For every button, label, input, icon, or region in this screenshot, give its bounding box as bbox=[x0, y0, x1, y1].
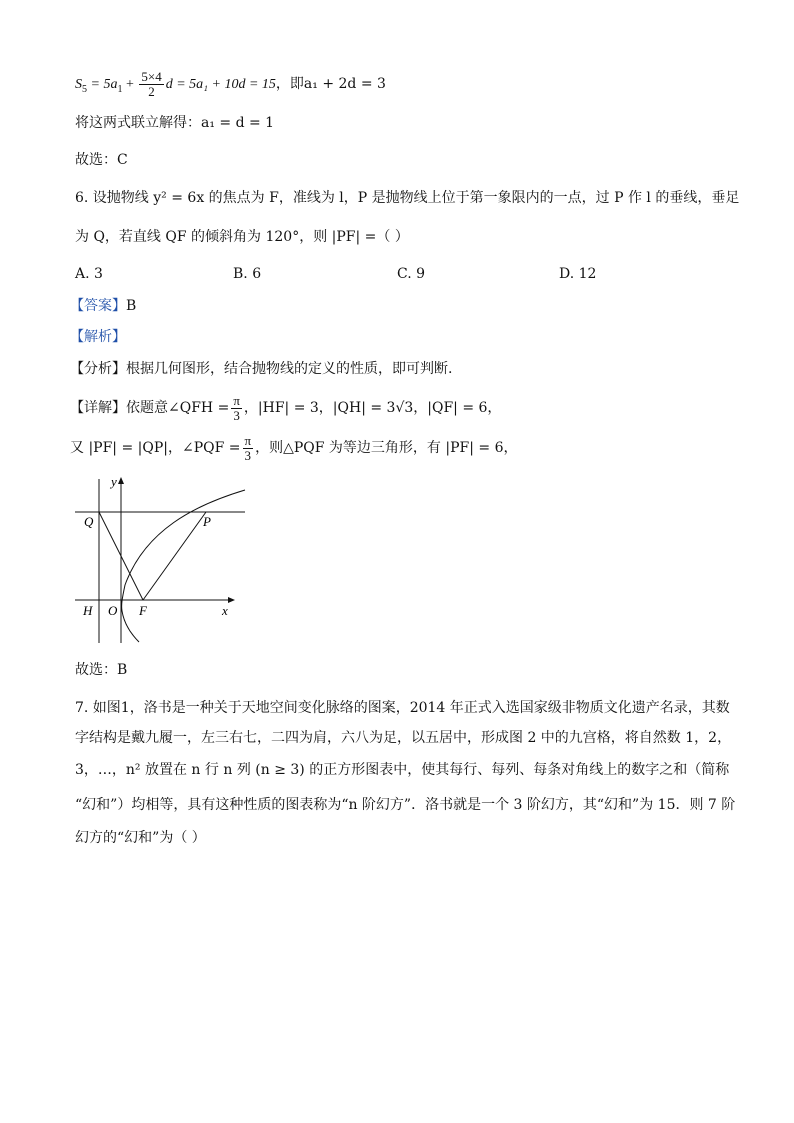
analysis-tag: 【解析】 bbox=[70, 329, 126, 345]
q6-option-d[interactable]: D. 12 bbox=[559, 266, 597, 282]
frac2-num: π bbox=[244, 432, 252, 448]
sum-tail-math: d = 5a₁ + 10d = 15 bbox=[165, 77, 276, 92]
q6-analysis-tag bbox=[70, 327, 126, 347]
label-y: y bbox=[111, 475, 117, 489]
sum-formula-line bbox=[75, 66, 386, 102]
sum-eq1: = 5a bbox=[87, 77, 118, 92]
sum-frac-den: 2 bbox=[148, 83, 155, 99]
frac1-den: 3 bbox=[233, 407, 240, 423]
y-axis-arrow bbox=[118, 477, 124, 484]
label-o: O bbox=[108, 603, 118, 618]
parabola-figure bbox=[75, 475, 265, 645]
q6-option-a[interactable]: A. 3 bbox=[75, 266, 103, 282]
q7-line4: “幻和”）均相等，具有这种性质的图表称为“n 阶幻方”．洛书就是一个 3 阶幻方，其“幻和”为 15．则 7 阶 bbox=[75, 797, 736, 813]
frac1-num: π bbox=[233, 392, 240, 408]
parabola-curve bbox=[122, 490, 245, 642]
you-b: ，则△PQF 为等边三角形，有 |PF| = 6， bbox=[255, 440, 518, 456]
you-a: 又 |PF| = |QP|，∠PQF = bbox=[70, 440, 241, 456]
xiangjie-a: 依题意∠QFH = bbox=[126, 400, 230, 416]
label-h: H bbox=[83, 603, 93, 618]
angle-fraction-1 bbox=[231, 394, 242, 423]
x-axis-arrow bbox=[228, 597, 235, 603]
fenxi-tag: 【分析】 bbox=[70, 361, 126, 377]
label-f: F bbox=[139, 603, 147, 618]
segment-pf bbox=[143, 512, 206, 600]
q6-option-c[interactable]: C. 9 bbox=[397, 266, 426, 282]
q6-conclusion: 故选：B bbox=[75, 662, 128, 678]
sum-lhs: S bbox=[75, 77, 82, 92]
xiangjie-tag: 【详解】 bbox=[70, 400, 126, 416]
answer-prev: 故选：C bbox=[75, 152, 128, 168]
q7-line5: 幻方的“幻和”为（ ） bbox=[75, 830, 206, 846]
q7-line1: 7. 如图1，洛书是一种关于天地空间变化脉络的图案，2014 年正式入选国家级非物质文化遗产名录，其数 bbox=[75, 700, 730, 716]
q6-fenxi bbox=[70, 359, 452, 379]
label-x: x bbox=[222, 603, 228, 618]
sum-tail-text: ，即a₁ + 2d = 3 bbox=[275, 76, 386, 92]
fenxi-text: 根据几何图形，结合抛物线的定义的性质，即可判断. bbox=[126, 361, 453, 377]
q6-answer bbox=[70, 296, 136, 316]
q6-xiangjie bbox=[70, 388, 501, 428]
q6-option-b[interactable]: B. 6 bbox=[233, 266, 262, 282]
sum-lhs-sub: 5 bbox=[82, 83, 87, 95]
answer-tag: 【答案】 bbox=[70, 298, 126, 314]
q6-you-line bbox=[70, 428, 517, 468]
sum-frac-num: 5×4 bbox=[141, 68, 162, 84]
angle-fraction-2 bbox=[243, 434, 254, 463]
q6-line2: 为 Q，若直线 QF 的倾斜角为 120°，则 |PF| =（ ） bbox=[75, 229, 409, 245]
label-p: P bbox=[203, 514, 211, 529]
sum-plus: + bbox=[122, 77, 138, 92]
q7-line2: 字结构是戴九履一，左三右七，二四为肩，六八为足，以五居中，形成图 2 中的九宫格，将自然数 1，2， bbox=[75, 730, 732, 746]
label-q: Q bbox=[84, 514, 94, 529]
frac2-den: 3 bbox=[244, 447, 252, 463]
q7-line3: 3，…，n² 放置在 n 行 n 列 (n ≥ 3) 的正方形图表中，使其每行、每列、每条对角线上的数字之和（简称 bbox=[75, 762, 730, 778]
q6-line1: 6. 设抛物线 y² = 6x 的焦点为 F，准线为 l，P 是抛物线上位于第一象限内的一点，过 P 作 l 的垂线，垂足 bbox=[75, 190, 740, 206]
sum-a-sub: 1 bbox=[117, 83, 123, 95]
sum-fraction bbox=[139, 70, 163, 99]
answer-value: B bbox=[126, 298, 137, 314]
xiangjie-b: ，|HF| = 3，|QH| = 3√3，|QF| = 6， bbox=[243, 400, 502, 416]
solve-line: 将这两式联立解得：a₁ = d = 1 bbox=[75, 115, 275, 131]
